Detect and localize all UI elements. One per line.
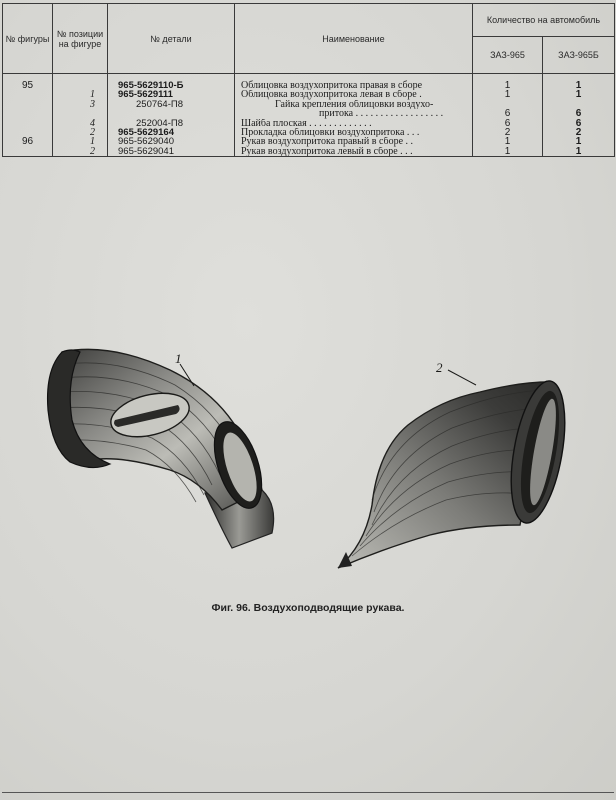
qty-model-a-cell: 1	[473, 74, 543, 91]
figure-no-cell	[3, 147, 53, 157]
air-duct-illustration	[0, 330, 616, 580]
part-name-cell: Прокладка облицовки воздухопритока . . .	[235, 128, 473, 137]
qty-model-b-cell: 1	[543, 137, 615, 146]
part-name-cell: Рукав воздухопритока левый в сборе . . .	[235, 147, 473, 157]
figure-no-cell	[3, 128, 53, 137]
part-no-cell: 965-5629041	[108, 147, 235, 157]
qty-model-a-cell	[473, 100, 543, 109]
qty-model-b-cell: 2	[543, 128, 615, 137]
figure-no-cell: 96	[3, 137, 53, 146]
table-row	[3, 74, 615, 91]
qty-model-a-cell: 6	[473, 119, 543, 128]
figure-no-cell	[3, 119, 53, 128]
bottom-rule	[2, 792, 614, 793]
qty-model-a-cell: 1	[473, 90, 543, 99]
header-position-no: № позиции на фигуре	[53, 4, 108, 74]
part-no-cell: 965-5629110-Б	[108, 74, 235, 91]
part-name-cell: Облицовка воздухопритока левая в сборе .	[235, 90, 473, 99]
position-no-cell	[53, 109, 108, 118]
figure-no-cell	[3, 100, 53, 109]
header-model-a: ЗАЗ-965	[473, 37, 543, 74]
table-row	[3, 90, 615, 99]
position-no-cell: 4	[53, 119, 108, 128]
table-row	[3, 128, 615, 137]
qty-model-b-cell: 6	[543, 119, 615, 128]
table-row	[3, 109, 615, 118]
qty-model-a-cell: 2	[473, 128, 543, 137]
part-no-cell	[108, 109, 235, 118]
part-no-cell: 965-5629111	[108, 90, 235, 99]
part-name-cell: Шайба плоская . . . . . . . . . . . . .	[235, 119, 473, 128]
header-name: Наименование	[235, 4, 473, 74]
position-no-cell	[53, 74, 108, 91]
table-row	[3, 100, 615, 109]
header-figure-no: № фигуры	[3, 4, 53, 74]
figure-caption: Фиг. 96. Воздухоподводящие рукава.	[211, 602, 405, 614]
qty-model-a-cell: 1	[473, 147, 543, 157]
qty-model-a-cell: 6	[473, 109, 543, 118]
qty-model-a-cell: 1	[473, 137, 543, 146]
figure-label-1: 1	[175, 351, 182, 366]
qty-model-b-cell: 1	[543, 90, 615, 99]
header-part-no: № детали	[108, 4, 235, 74]
part-no-cell: 965-5629164	[108, 128, 235, 137]
header-qty-group: Количество на автомобиль	[473, 4, 615, 37]
right-duct-drawing	[338, 360, 574, 568]
part-name-cell: Облицовка воздухопритока правая в сборе	[235, 74, 473, 91]
part-no-cell: 250764-П8	[108, 100, 235, 109]
table-row	[3, 119, 615, 128]
parts-table	[2, 3, 615, 157]
table-row	[3, 137, 615, 146]
part-no-cell: 965-5629040	[108, 137, 235, 146]
figure-no-cell	[3, 90, 53, 99]
part-name-cell: притока . . . . . . . . . . . . . . . . . .	[235, 109, 473, 118]
part-name-cell: Гайка крепления облицовки воздухо-	[235, 100, 473, 109]
part-no-cell: 252004-П8	[108, 119, 235, 128]
position-no-cell: 2	[53, 128, 108, 137]
position-no-cell: 2	[53, 147, 108, 157]
qty-model-b-cell: 1	[543, 147, 615, 157]
position-no-cell: 1	[53, 90, 108, 99]
qty-model-b-cell: 6	[543, 109, 615, 118]
qty-model-b-cell	[543, 100, 615, 109]
position-no-cell: 3	[53, 100, 108, 109]
figure-label-2: 2	[436, 360, 443, 375]
position-no-cell: 1	[53, 137, 108, 146]
part-name-cell: Рукав воздухопритока правый в сборе . .	[235, 137, 473, 146]
left-duct-drawing	[48, 349, 274, 548]
qty-model-b-cell: 1	[543, 74, 615, 91]
figure-no-cell	[3, 109, 53, 118]
table-row	[3, 147, 615, 157]
figure-no-cell: 95	[3, 74, 53, 91]
header-model-b: ЗАЗ-965Б	[543, 37, 615, 74]
